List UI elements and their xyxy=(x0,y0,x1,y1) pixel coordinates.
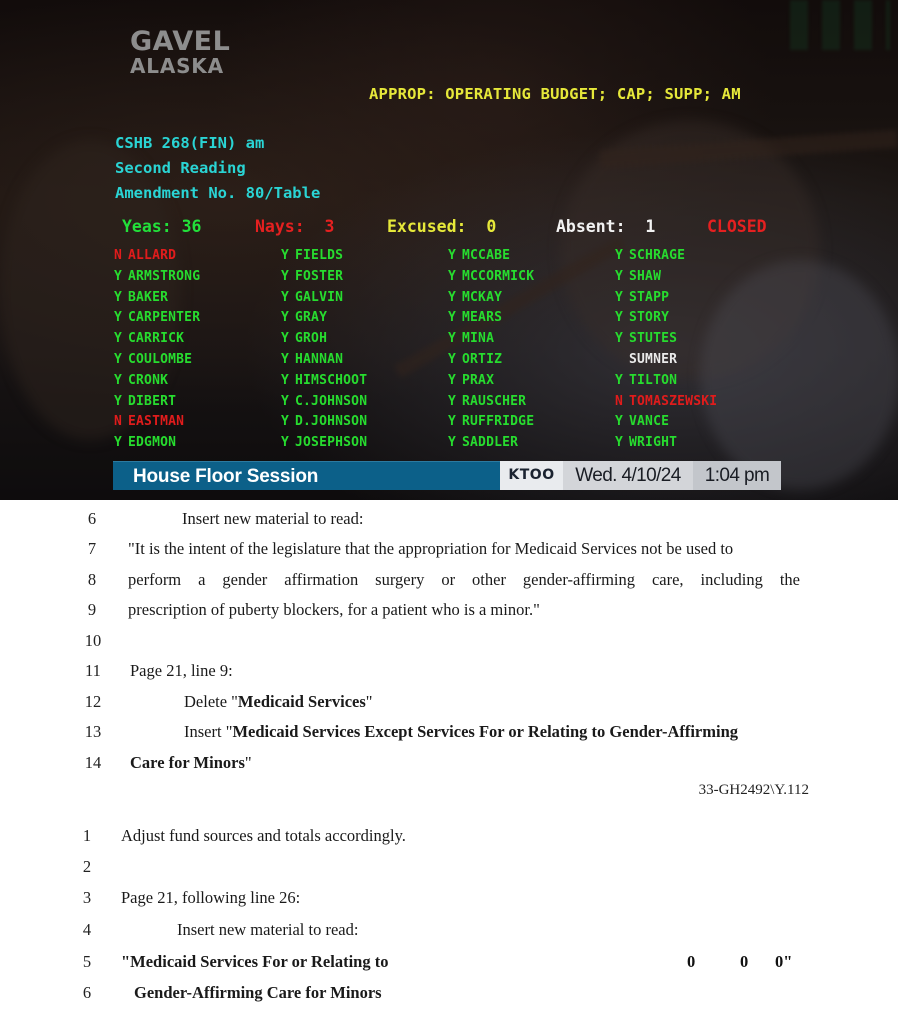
member-vote xyxy=(615,373,785,394)
vote-marker: Y xyxy=(448,435,457,451)
station-logo: KTOO xyxy=(500,461,563,490)
member-vote xyxy=(281,310,451,331)
roll-call-column xyxy=(448,248,618,456)
member-vote xyxy=(615,414,785,435)
member-name: EDGMON xyxy=(128,435,177,451)
member-vote xyxy=(114,435,284,456)
line-number: 14 xyxy=(84,753,102,772)
video-frame xyxy=(0,0,898,500)
line-text: Adjust fund sources and totals accordingly. xyxy=(121,826,406,845)
roll-call-column xyxy=(281,248,451,456)
line-bold: Medicaid Services Except Services For or Relating to Gender-Affirming xyxy=(232,722,739,741)
member-vote xyxy=(448,269,618,290)
member-name: STUTES xyxy=(629,331,678,347)
bill-info xyxy=(115,131,320,206)
member-name: ORTIZ xyxy=(462,351,503,367)
member-vote xyxy=(448,373,618,394)
bill-reading: Second Reading xyxy=(115,159,246,177)
vote-status: CLOSED xyxy=(707,217,767,236)
member-name: HIMSCHOOT xyxy=(295,372,368,388)
member-name: MEARS xyxy=(462,310,503,326)
line-number: 3 xyxy=(82,888,92,907)
vote-marker: Y xyxy=(281,289,290,305)
member-name: DIBERT xyxy=(128,393,177,409)
logo-line-1: GAVEL xyxy=(130,26,231,57)
vote-marker: N xyxy=(615,393,624,409)
member-vote xyxy=(114,248,284,269)
line-text: "It is the intent of the legislature that the appropriation for Medicaid Services not be used to xyxy=(128,539,734,558)
vote-marker: Y xyxy=(615,289,624,305)
member-name: EASTMAN xyxy=(128,414,185,430)
vote-marker: Y xyxy=(114,331,123,347)
member-vote xyxy=(448,414,618,435)
member-vote xyxy=(114,414,284,435)
vote-marker: Y xyxy=(114,268,123,284)
member-name: SADDLER xyxy=(462,435,519,451)
member-name: RUFFRIDGE xyxy=(462,414,535,430)
line-text: Insert new material to read: xyxy=(182,509,364,528)
line-number: 7 xyxy=(87,539,97,558)
vote-marker: Y xyxy=(615,435,624,451)
gavel-alaska-logo xyxy=(130,28,230,76)
vote-marker: Y xyxy=(615,331,624,347)
member-vote xyxy=(114,373,284,394)
member-name: COULOMBE xyxy=(128,351,193,367)
vote-marker: Y xyxy=(281,414,290,430)
line-number: 2 xyxy=(82,857,92,876)
line-number: 11 xyxy=(85,661,101,680)
vote-marker: Y xyxy=(281,393,290,409)
fund-value: 0 xyxy=(687,952,696,971)
member-name: JOSEPHSON xyxy=(295,435,368,451)
amendment-document xyxy=(0,500,898,1024)
line-text: prescription of puberty blockers, for a patient who is a minor." xyxy=(128,600,540,619)
member-name: PRAX xyxy=(462,372,495,388)
bill-number: CSHB 268(FIN) am xyxy=(115,134,265,152)
line-number: 6 xyxy=(87,509,97,528)
member-name: VANCE xyxy=(629,414,670,430)
member-name: SHAW xyxy=(629,268,662,284)
session-title: House Floor Session xyxy=(113,461,500,490)
vote-marker: Y xyxy=(448,331,457,347)
line-number: 12 xyxy=(84,692,102,711)
fund-value: 0" xyxy=(775,952,793,971)
vote-marker: Y xyxy=(615,372,624,388)
member-vote xyxy=(281,373,451,394)
member-vote xyxy=(281,248,451,269)
member-name: HANNAN xyxy=(295,351,344,367)
member-vote xyxy=(615,310,785,331)
vote-marker: Y xyxy=(448,393,457,409)
roll-call xyxy=(114,248,804,458)
line-number: 8 xyxy=(87,570,97,589)
member-name: CARRICK xyxy=(128,331,185,347)
line-text: Page 21, following line 26: xyxy=(121,888,301,907)
line-number: 4 xyxy=(82,920,92,939)
vote-marker: Y xyxy=(114,372,123,388)
line-bold: Medicaid Services xyxy=(237,692,366,711)
tally-absent: Absent: 1 xyxy=(556,217,656,236)
member-vote xyxy=(281,290,451,311)
member-vote xyxy=(615,352,785,373)
roll-call-column xyxy=(114,248,284,456)
member-vote xyxy=(114,269,284,290)
member-name: TILTON xyxy=(629,372,678,388)
vote-marker: Y xyxy=(448,372,457,388)
line-number: 9 xyxy=(87,600,97,619)
line-text: perform a gender affirmation surgery or other gender-affirming care, including the xyxy=(128,570,800,589)
member-vote xyxy=(615,269,785,290)
vote-marker: Y xyxy=(281,310,290,326)
lower-third-banner xyxy=(113,461,781,490)
logo-line-2: ALASKA xyxy=(130,54,224,78)
member-vote xyxy=(615,394,785,415)
member-name: MINA xyxy=(462,331,495,347)
vote-tally xyxy=(122,217,802,241)
background-tally-board xyxy=(790,0,890,50)
member-vote xyxy=(448,394,618,415)
member-vote xyxy=(448,435,618,456)
member-name: CARPENTER xyxy=(128,310,201,326)
vote-marker: Y xyxy=(114,310,123,326)
member-vote xyxy=(281,352,451,373)
member-name: BAKER xyxy=(128,289,169,305)
member-vote xyxy=(448,352,618,373)
vote-marker: Y xyxy=(448,310,457,326)
line-text: Insert new material to read: xyxy=(177,920,359,939)
member-name: STORY xyxy=(629,310,670,326)
member-vote xyxy=(448,331,618,352)
line-number: 5 xyxy=(82,952,92,971)
vote-marker: Y xyxy=(448,268,457,284)
line-number: 13 xyxy=(84,722,102,741)
line-number: 1 xyxy=(82,826,92,845)
vote-marker: Y xyxy=(281,435,290,451)
tally-nays: Nays: 3 xyxy=(255,217,335,236)
member-name: GRAY xyxy=(295,310,328,326)
member-name: MCKAY xyxy=(462,289,503,305)
member-name: CRONK xyxy=(128,372,169,388)
line-text: "Medicaid Services For or Relating to xyxy=(121,952,389,971)
vote-marker: Y xyxy=(114,289,123,305)
vote-marker: Y xyxy=(615,414,624,430)
member-vote xyxy=(114,394,284,415)
vote-marker: Y xyxy=(448,351,457,367)
line-number: 6 xyxy=(82,983,92,1002)
member-vote xyxy=(114,290,284,311)
member-name: RAUSCHER xyxy=(462,393,527,409)
member-vote xyxy=(448,248,618,269)
tally-yeas: Yeas: 36 xyxy=(122,217,202,236)
bill-amendment: Amendment No. 80/Table xyxy=(115,184,321,202)
vote-marker: Y xyxy=(615,248,624,263)
member-vote xyxy=(114,352,284,373)
member-vote xyxy=(615,248,785,269)
vote-marker: Y xyxy=(114,393,123,409)
member-name: D.JOHNSON xyxy=(295,414,368,430)
vote-marker: N xyxy=(114,248,123,263)
tally-excused: Excused: 0 xyxy=(387,217,497,236)
vote-marker: Y xyxy=(448,248,457,263)
line-number: 10 xyxy=(84,631,102,650)
roll-call-column xyxy=(615,248,785,456)
member-vote xyxy=(281,331,451,352)
member-vote xyxy=(615,290,785,311)
member-name: FIELDS xyxy=(295,248,344,263)
line-bold: Care for Minors xyxy=(130,753,245,772)
member-name: SUMNER xyxy=(629,351,678,367)
member-name: TOMASZEWSKI xyxy=(629,393,718,409)
member-name: ALLARD xyxy=(128,248,177,263)
vote-marker: Y xyxy=(448,289,457,305)
line-prefix: Insert " xyxy=(184,722,233,741)
member-name: ARMSTRONG xyxy=(128,268,201,284)
member-vote xyxy=(281,269,451,290)
member-vote xyxy=(281,414,451,435)
vote-marker: Y xyxy=(281,248,290,263)
vote-marker: Y xyxy=(281,351,290,367)
member-vote xyxy=(448,290,618,311)
vote-marker: Y xyxy=(615,310,624,326)
member-name: SCHRAGE xyxy=(629,248,686,263)
member-name: STAPP xyxy=(629,289,670,305)
document-reference: 33-GH2492\Y.112 xyxy=(698,782,809,798)
member-name: GALVIN xyxy=(295,289,344,305)
line-text xyxy=(184,720,738,744)
line-suffix: " xyxy=(365,692,373,711)
member-name: WRIGHT xyxy=(629,435,678,451)
member-vote xyxy=(615,435,785,456)
member-vote xyxy=(281,435,451,456)
broadcast-date: Wed. 4/10/24 xyxy=(563,461,693,490)
line-prefix: Delete " xyxy=(184,692,238,711)
line-text: Page 21, line 9: xyxy=(130,661,233,680)
member-name: MCCORMICK xyxy=(462,268,535,284)
line-text: Gender-Affirming Care for Minors xyxy=(134,983,382,1002)
vote-marker: Y xyxy=(114,435,123,451)
member-vote xyxy=(114,310,284,331)
line-text xyxy=(184,690,373,714)
member-name: MCCABE xyxy=(462,248,511,263)
member-name: FOSTER xyxy=(295,268,344,284)
vote-marker: Y xyxy=(114,351,123,367)
line-suffix: " xyxy=(244,753,252,772)
line-text xyxy=(130,751,252,775)
member-vote xyxy=(615,331,785,352)
broadcast-time: 1:04 pm xyxy=(693,461,781,490)
member-vote xyxy=(114,331,284,352)
member-vote xyxy=(281,394,451,415)
vote-marker: Y xyxy=(448,414,457,430)
vote-marker: N xyxy=(114,414,123,430)
vote-marker: Y xyxy=(281,331,290,347)
fund-value: 0 xyxy=(740,952,749,971)
vote-marker: Y xyxy=(281,372,290,388)
member-name: GROH xyxy=(295,331,328,347)
vote-marker: Y xyxy=(615,268,624,284)
vote-marker: Y xyxy=(281,268,290,284)
bill-subject: APPROP: OPERATING BUDGET; CAP; SUPP; AM xyxy=(369,85,741,103)
member-name: C.JOHNSON xyxy=(295,393,368,409)
member-vote xyxy=(448,310,618,331)
